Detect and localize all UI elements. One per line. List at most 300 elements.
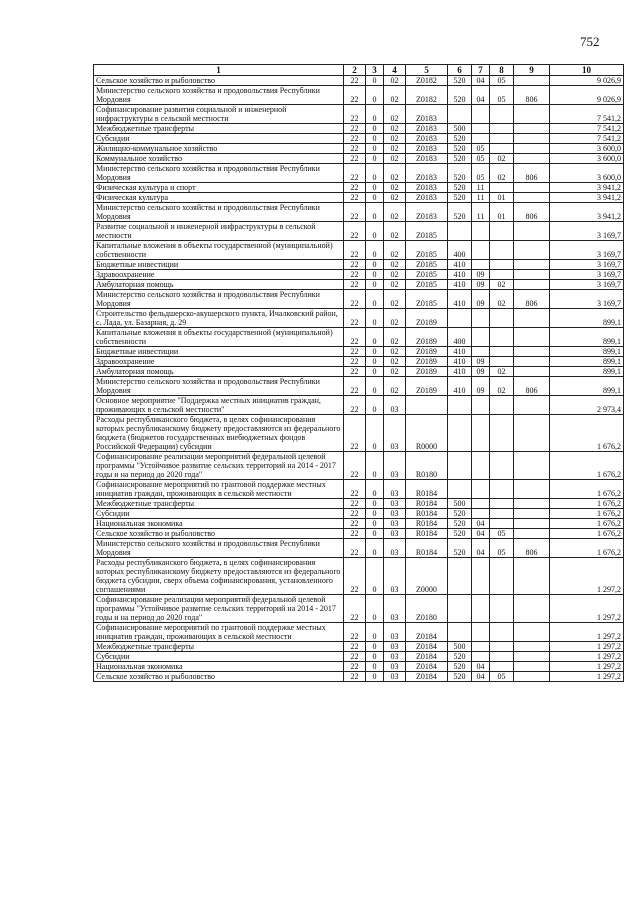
row-ministry-code — [514, 529, 550, 539]
row-code-4: 02 — [384, 377, 406, 396]
row-code-3: 0 — [366, 280, 384, 290]
row-subsection — [490, 662, 514, 672]
table-row — [94, 309, 624, 328]
table-row — [94, 193, 624, 203]
row-code-3: 0 — [366, 270, 384, 280]
row-subsection — [490, 396, 514, 415]
row-code-2: 22 — [344, 203, 366, 222]
row-section — [472, 396, 490, 415]
row-code-3: 0 — [366, 558, 384, 595]
row-code-4: 03 — [384, 499, 406, 509]
table-row — [94, 558, 624, 595]
row-name: Министерство сельского хозяйства и продовольствия Республики Мордовия — [94, 86, 344, 105]
row-code-4: 03 — [384, 672, 406, 682]
row-ministry-code — [514, 270, 550, 280]
row-ministry-code: 806 — [514, 377, 550, 396]
row-ministry-code — [514, 309, 550, 328]
row-ministry-code — [514, 480, 550, 499]
row-code-4: 03 — [384, 396, 406, 415]
row-expense-type — [448, 415, 472, 452]
row-ministry-code — [514, 595, 550, 623]
row-code-2: 22 — [344, 652, 366, 662]
row-expense-type — [448, 595, 472, 623]
table-row — [94, 328, 624, 347]
row-ministry-code — [514, 193, 550, 203]
row-amount: 899,1 — [550, 377, 624, 396]
row-section — [472, 309, 490, 328]
row-code-2: 22 — [344, 519, 366, 529]
row-code-3: 0 — [366, 193, 384, 203]
row-amount: 3 169,7 — [550, 260, 624, 270]
row-code-3: 0 — [366, 652, 384, 662]
row-name: Национальная экономика — [94, 662, 344, 672]
col-header-10: 10 — [550, 65, 624, 76]
row-section — [472, 134, 490, 144]
row-code-4: 03 — [384, 452, 406, 480]
row-code-2: 22 — [344, 642, 366, 652]
row-amount: 899,1 — [550, 309, 624, 328]
row-code-3: 0 — [366, 86, 384, 105]
table-row — [94, 415, 624, 452]
table-row — [94, 652, 624, 662]
row-amount: 1 676,2 — [550, 480, 624, 499]
row-code-3: 0 — [366, 623, 384, 642]
row-section — [472, 415, 490, 452]
row-code-3: 0 — [366, 509, 384, 519]
row-subsection: 02 — [490, 367, 514, 377]
row-code-4: 03 — [384, 623, 406, 642]
row-name: Межбюджетные трансферты — [94, 642, 344, 652]
row-subsection — [490, 144, 514, 154]
row-expense-type: 410 — [448, 280, 472, 290]
row-target-code: Z0185 — [406, 290, 448, 309]
row-expense-type: 520 — [448, 193, 472, 203]
row-amount: 3 169,7 — [550, 290, 624, 309]
row-section: 04 — [472, 529, 490, 539]
row-section — [472, 480, 490, 499]
row-amount: 3 941,2 — [550, 193, 624, 203]
table-row — [94, 529, 624, 539]
row-section — [472, 452, 490, 480]
row-amount: 1 297,2 — [550, 595, 624, 623]
row-code-2: 22 — [344, 558, 366, 595]
row-ministry-code — [514, 183, 550, 193]
row-code-3: 0 — [366, 415, 384, 452]
row-target-code: R0184 — [406, 519, 448, 529]
row-subsection: 05 — [490, 672, 514, 682]
row-expense-type: 520 — [448, 86, 472, 105]
row-amount: 1 297,2 — [550, 672, 624, 682]
row-target-code: Z0189 — [406, 309, 448, 328]
row-code-3: 0 — [366, 642, 384, 652]
row-section — [472, 595, 490, 623]
col-header-5: 5 — [406, 65, 448, 76]
row-expense-type: 400 — [448, 241, 472, 260]
row-code-2: 22 — [344, 164, 366, 183]
row-code-2: 22 — [344, 193, 366, 203]
table-row — [94, 241, 624, 260]
row-target-code: Z0183 — [406, 154, 448, 164]
row-amount: 9 026,9 — [550, 86, 624, 105]
row-amount: 1 676,2 — [550, 529, 624, 539]
row-code-4: 03 — [384, 480, 406, 499]
row-code-4: 02 — [384, 367, 406, 377]
col-header-1: 1 — [94, 65, 344, 76]
row-expense-type: 520 — [448, 203, 472, 222]
row-ministry-code — [514, 144, 550, 154]
row-subsection: 01 — [490, 203, 514, 222]
row-code-3: 0 — [366, 183, 384, 193]
row-code-2: 22 — [344, 357, 366, 367]
row-section: 09 — [472, 290, 490, 309]
row-expense-type: 520 — [448, 76, 472, 86]
row-expense-type: 410 — [448, 290, 472, 309]
row-code-4: 02 — [384, 134, 406, 144]
row-target-code: Z0183 — [406, 183, 448, 193]
row-ministry-code — [514, 558, 550, 595]
col-header-9: 9 — [514, 65, 550, 76]
row-name: Амбулаторная помощь — [94, 280, 344, 290]
row-target-code: Z0183 — [406, 203, 448, 222]
row-section: 04 — [472, 672, 490, 682]
row-amount: 1 297,2 — [550, 558, 624, 595]
row-ministry-code — [514, 76, 550, 86]
row-expense-type: 410 — [448, 357, 472, 367]
row-ministry-code — [514, 623, 550, 642]
row-name: Жилищно-коммунальное хозяйство — [94, 144, 344, 154]
row-target-code: Z0189 — [406, 357, 448, 367]
table-row — [94, 623, 624, 642]
row-code-4: 02 — [384, 203, 406, 222]
row-ministry-code — [514, 105, 550, 124]
row-subsection: 05 — [490, 76, 514, 86]
row-subsection — [490, 309, 514, 328]
row-name: Сельское хозяйство и рыболовство — [94, 76, 344, 86]
row-name: Национальная экономика — [94, 519, 344, 529]
row-name: Капитальные вложения в объекты государственной (муниципальной) собственности — [94, 328, 344, 347]
row-code-4: 02 — [384, 309, 406, 328]
row-code-2: 22 — [344, 480, 366, 499]
row-target-code: R0180 — [406, 452, 448, 480]
table-row — [94, 509, 624, 519]
row-target-code: Z0185 — [406, 222, 448, 241]
row-ministry-code — [514, 415, 550, 452]
row-expense-type — [448, 558, 472, 595]
row-section: 04 — [472, 519, 490, 529]
row-code-3: 0 — [366, 328, 384, 347]
row-amount: 1 297,2 — [550, 662, 624, 672]
row-subsection — [490, 183, 514, 193]
table-row — [94, 86, 624, 105]
row-name: Министерство сельского хозяйства и продовольствия Республики Мордовия — [94, 164, 344, 183]
row-subsection: 02 — [490, 280, 514, 290]
row-code-4: 02 — [384, 222, 406, 241]
col-header-2: 2 — [344, 65, 366, 76]
table-row — [94, 357, 624, 367]
table-row — [94, 377, 624, 396]
row-name: Бюджетные инвестиции — [94, 347, 344, 357]
row-section: 11 — [472, 203, 490, 222]
row-amount: 3 941,2 — [550, 203, 624, 222]
table-row — [94, 183, 624, 193]
row-target-code: Z0183 — [406, 134, 448, 144]
row-name: Основное мероприятие "Поддержка местных инициатив граждан, проживающих в сельской местности" — [94, 396, 344, 415]
row-expense-type: 520 — [448, 652, 472, 662]
row-target-code: Z0185 — [406, 260, 448, 270]
row-code-3: 0 — [366, 347, 384, 357]
row-code-3: 0 — [366, 124, 384, 134]
row-subsection — [490, 595, 514, 623]
row-code-3: 0 — [366, 222, 384, 241]
row-code-3: 0 — [366, 452, 384, 480]
row-section: 05 — [472, 144, 490, 154]
row-name: Развитие социальной и инженерной инфраструктуры в сельской местности — [94, 222, 344, 241]
row-expense-type: 500 — [448, 499, 472, 509]
row-code-2: 22 — [344, 328, 366, 347]
row-amount: 9 026,9 — [550, 76, 624, 86]
row-code-3: 0 — [366, 367, 384, 377]
row-target-code: Z0184 — [406, 642, 448, 652]
row-code-2: 22 — [344, 396, 366, 415]
row-amount: 1 676,2 — [550, 499, 624, 509]
row-code-3: 0 — [366, 134, 384, 144]
row-ministry-code: 806 — [514, 86, 550, 105]
table-row — [94, 124, 624, 134]
row-code-2: 22 — [344, 86, 366, 105]
row-section: 11 — [472, 193, 490, 203]
row-section — [472, 105, 490, 124]
row-subsection: 02 — [490, 164, 514, 183]
row-target-code: Z0185 — [406, 241, 448, 260]
row-name: Субсидии — [94, 509, 344, 519]
table-row — [94, 105, 624, 124]
row-section: 11 — [472, 183, 490, 193]
row-ministry-code — [514, 367, 550, 377]
row-code-2: 22 — [344, 183, 366, 193]
row-code-4: 02 — [384, 144, 406, 154]
row-section — [472, 347, 490, 357]
row-expense-type: 410 — [448, 347, 472, 357]
row-code-3: 0 — [366, 164, 384, 183]
row-amount: 1 297,2 — [550, 652, 624, 662]
row-code-4: 02 — [384, 357, 406, 367]
row-expense-type: 520 — [448, 519, 472, 529]
row-code-4: 03 — [384, 642, 406, 652]
table-row — [94, 154, 624, 164]
row-code-2: 22 — [344, 623, 366, 642]
row-target-code: R0184 — [406, 529, 448, 539]
row-code-4: 02 — [384, 164, 406, 183]
row-code-4: 02 — [384, 183, 406, 193]
row-code-4: 02 — [384, 76, 406, 86]
row-expense-type: 520 — [448, 183, 472, 193]
row-ministry-code: 806 — [514, 290, 550, 309]
row-code-4: 02 — [384, 193, 406, 203]
row-name: Сельское хозяйство и рыболовство — [94, 529, 344, 539]
row-target-code: Z0189 — [406, 328, 448, 347]
row-name: Строительство фельдшерско-акушерского пункта, Ичалковский район, с. Лада, ул. Базарная, д. 29 — [94, 309, 344, 328]
row-target-code: Z0180 — [406, 595, 448, 623]
row-name: Физическая культура и спорт — [94, 183, 344, 193]
table-row — [94, 367, 624, 377]
row-section: 09 — [472, 377, 490, 396]
row-name: Софинансирование развития социальной и инженерной инфраструктуры в сельской местности — [94, 105, 344, 124]
row-name: Бюджетные инвестиции — [94, 260, 344, 270]
row-name: Софинансирование мероприятий по грантовой поддержке местных инициатив граждан, проживающих в сельской местности — [94, 480, 344, 499]
row-code-4: 02 — [384, 290, 406, 309]
row-expense-type: 520 — [448, 509, 472, 519]
row-section: 05 — [472, 164, 490, 183]
row-expense-type: 520 — [448, 662, 472, 672]
row-code-3: 0 — [366, 672, 384, 682]
row-code-3: 0 — [366, 480, 384, 499]
row-code-2: 22 — [344, 154, 366, 164]
row-code-2: 22 — [344, 124, 366, 134]
row-name: Министерство сельского хозяйства и продовольствия Республики Мордовия — [94, 377, 344, 396]
row-ministry-code — [514, 260, 550, 270]
row-subsection — [490, 623, 514, 642]
table-row — [94, 203, 624, 222]
row-amount: 3 941,2 — [550, 183, 624, 193]
row-section — [472, 509, 490, 519]
row-target-code: Z0182 — [406, 86, 448, 105]
table-row — [94, 519, 624, 529]
row-section — [472, 222, 490, 241]
row-target-code: R0184 — [406, 509, 448, 519]
row-expense-type: 410 — [448, 270, 472, 280]
row-ministry-code — [514, 357, 550, 367]
row-subsection — [490, 642, 514, 652]
row-target-code — [406, 396, 448, 415]
row-code-2: 22 — [344, 222, 366, 241]
table-row — [94, 290, 624, 309]
row-target-code: R0184 — [406, 499, 448, 509]
row-code-4: 03 — [384, 519, 406, 529]
row-subsection — [490, 347, 514, 357]
row-target-code: Z0189 — [406, 347, 448, 357]
row-target-code: Z0189 — [406, 377, 448, 396]
row-code-2: 22 — [344, 509, 366, 519]
row-amount: 1 676,2 — [550, 509, 624, 519]
row-ministry-code — [514, 124, 550, 134]
row-code-4: 02 — [384, 260, 406, 270]
row-amount: 3 600,0 — [550, 154, 624, 164]
col-header-8: 8 — [490, 65, 514, 76]
table-row — [94, 144, 624, 154]
row-expense-type: 410 — [448, 367, 472, 377]
row-subsection — [490, 519, 514, 529]
row-subsection: 05 — [490, 539, 514, 558]
row-section — [472, 652, 490, 662]
row-target-code: R0184 — [406, 539, 448, 558]
row-code-4: 03 — [384, 415, 406, 452]
row-code-2: 22 — [344, 270, 366, 280]
col-header-4: 4 — [384, 65, 406, 76]
row-expense-type: 520 — [448, 164, 472, 183]
row-subsection — [490, 134, 514, 144]
row-amount: 899,1 — [550, 357, 624, 367]
row-code-4: 02 — [384, 270, 406, 280]
table-row — [94, 270, 624, 280]
row-code-4: 02 — [384, 154, 406, 164]
row-amount: 7 541,2 — [550, 105, 624, 124]
row-target-code: Z0182 — [406, 76, 448, 86]
row-code-3: 0 — [366, 154, 384, 164]
row-amount: 7 541,2 — [550, 134, 624, 144]
row-code-3: 0 — [366, 519, 384, 529]
row-subsection — [490, 328, 514, 347]
row-amount: 899,1 — [550, 328, 624, 347]
row-amount: 3 169,7 — [550, 280, 624, 290]
table-row — [94, 662, 624, 672]
row-ministry-code — [514, 154, 550, 164]
row-expense-type — [448, 309, 472, 328]
col-header-7: 7 — [472, 65, 490, 76]
row-target-code: Z0189 — [406, 367, 448, 377]
row-ministry-code — [514, 662, 550, 672]
row-expense-type: 520 — [448, 539, 472, 558]
table-row — [94, 260, 624, 270]
row-code-3: 0 — [366, 76, 384, 86]
row-section: 09 — [472, 357, 490, 367]
row-amount: 1 297,2 — [550, 642, 624, 652]
row-expense-type: 500 — [448, 642, 472, 652]
row-ministry-code — [514, 347, 550, 357]
row-name: Министерство сельского хозяйства и продовольствия Республики Мордовия — [94, 539, 344, 558]
row-section: 09 — [472, 270, 490, 280]
row-name: Здравоохранение — [94, 270, 344, 280]
row-subsection — [490, 452, 514, 480]
row-code-2: 22 — [344, 290, 366, 309]
row-amount: 899,1 — [550, 347, 624, 357]
row-ministry-code — [514, 672, 550, 682]
row-code-2: 22 — [344, 309, 366, 328]
row-code-2: 22 — [344, 105, 366, 124]
budget-table — [93, 64, 624, 682]
row-amount: 1 676,2 — [550, 519, 624, 529]
row-ministry-code — [514, 509, 550, 519]
row-ministry-code — [514, 642, 550, 652]
row-expense-type: 410 — [448, 377, 472, 396]
row-code-2: 22 — [344, 452, 366, 480]
row-name: Софинансирование мероприятий по грантовой поддержке местных инициатив граждан, проживающих в сельской местности — [94, 623, 344, 642]
row-code-2: 22 — [344, 415, 366, 452]
table-row — [94, 595, 624, 623]
table-row — [94, 76, 624, 86]
row-amount: 1 676,2 — [550, 415, 624, 452]
row-expense-type — [448, 452, 472, 480]
row-code-2: 22 — [344, 134, 366, 144]
row-code-3: 0 — [366, 290, 384, 309]
row-section — [472, 124, 490, 134]
row-code-4: 03 — [384, 529, 406, 539]
table-row — [94, 280, 624, 290]
row-code-4: 03 — [384, 652, 406, 662]
row-subsection: 05 — [490, 529, 514, 539]
row-code-3: 0 — [366, 539, 384, 558]
row-code-3: 0 — [366, 396, 384, 415]
row-target-code: R0184 — [406, 480, 448, 499]
row-code-3: 0 — [366, 662, 384, 672]
table-row — [94, 539, 624, 558]
row-amount: 1 676,2 — [550, 539, 624, 558]
row-target-code: R0000 — [406, 415, 448, 452]
row-section — [472, 642, 490, 652]
row-name: Министерство сельского хозяйства и продовольствия Республики Мордовия — [94, 203, 344, 222]
row-code-3: 0 — [366, 529, 384, 539]
row-code-4: 02 — [384, 105, 406, 124]
row-name: Субсидии — [94, 134, 344, 144]
